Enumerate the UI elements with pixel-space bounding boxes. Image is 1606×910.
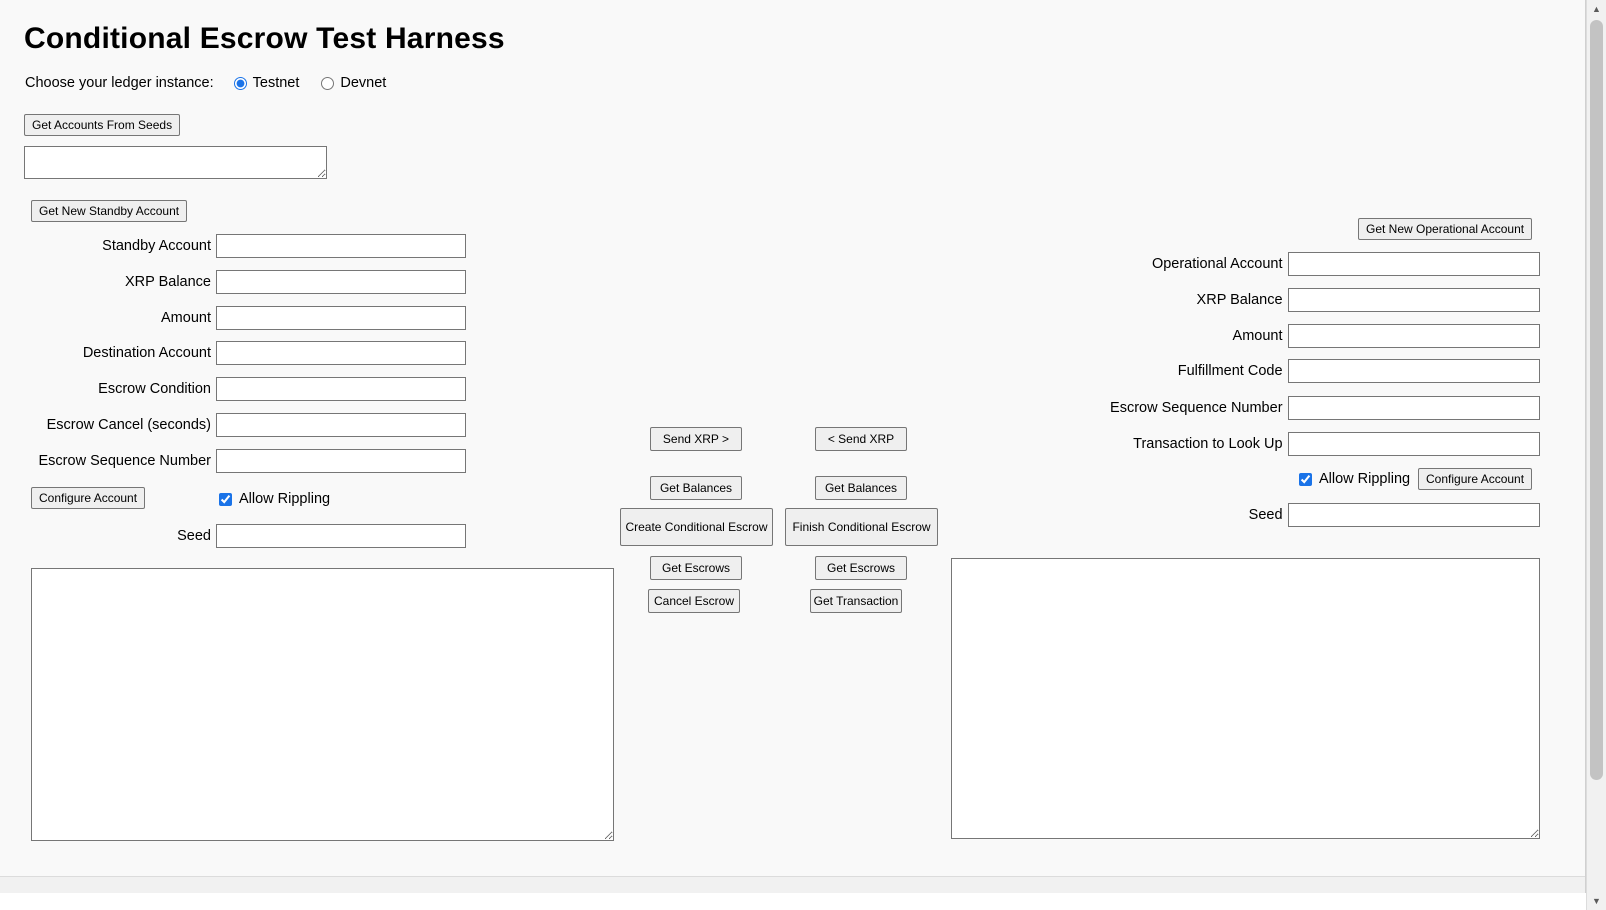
standby-escrow-sequence-number-input[interactable] [216,449,466,473]
field-label: Amount [1232,328,1283,344]
field-standby-seed [36,524,468,548]
field-operational-escrow-sequence-number [1060,396,1540,420]
operational-get-balances-button[interactable]: Get Balances [815,476,907,500]
field-operational-account [1060,252,1540,276]
standby-allow-rippling-checkbox[interactable] [219,493,232,506]
field-standby-account [36,234,468,258]
send-xrp-left-button[interactable]: < Send XRP [815,427,907,451]
field-label: Transaction to Look Up [1133,436,1283,452]
get-new-standby-account-button[interactable]: Get New Standby Account [31,200,187,222]
field-label: XRP Balance [1196,292,1283,308]
field-label: Amount [161,310,211,326]
field-label: Destination Account [82,345,211,361]
field-label: XRP Balance [125,274,211,290]
create-conditional-escrow-button[interactable]: Create Conditional Escrow [620,508,773,546]
standby-configure-account-button[interactable]: Configure Account [31,487,145,509]
standby-amount-input[interactable] [216,306,466,330]
standby-get-escrows-button[interactable]: Get Escrows [650,556,742,580]
cancel-escrow-button[interactable]: Cancel Escrow [648,589,740,613]
field-label: Operational Account [1151,256,1283,272]
radio-devnet[interactable] [321,75,386,91]
operational-configure-account-button[interactable]: Configure Account [1418,468,1532,490]
field-standby-escrow-sequence-number [36,449,468,473]
destination-account-input[interactable] [216,341,466,365]
seeds-textarea[interactable] [24,146,327,179]
transaction-to-look-up-input[interactable] [1288,432,1540,456]
field-label: Escrow Cancel (seconds) [46,417,211,433]
field-label: Escrow Sequence Number [1110,400,1283,416]
operational-account-input[interactable] [1288,252,1540,276]
finish-conditional-escrow-button[interactable]: Finish Conditional Escrow [785,508,938,546]
field-transaction-to-look-up [1060,432,1540,456]
field-label: Escrow Sequence Number [38,453,211,469]
standby-account-input[interactable] [216,234,466,258]
standby-get-balances-button[interactable]: Get Balances [650,476,742,500]
get-accounts-from-seeds-button[interactable]: Get Accounts From Seeds [24,114,180,136]
vertical-scrollbar[interactable] [1586,0,1606,910]
scroll-up-arrow-icon[interactable]: ▲ [1592,4,1601,14]
radio-testnet-label: Testnet [252,75,300,91]
field-fulfillment-code [1060,359,1540,383]
standby-result-textarea[interactable] [31,568,614,841]
fulfillment-code-input[interactable] [1288,359,1540,383]
escrow-cancel-seconds-input[interactable] [216,413,466,437]
field-label: Standby Account [102,238,211,254]
operational-xrp-balance-input[interactable] [1288,288,1540,312]
field-operational-seed [1060,503,1540,527]
radio-testnet-input[interactable] [234,77,247,90]
scrollbar-thumb[interactable] [1590,20,1603,780]
ledger-instance-chooser [25,75,408,91]
field-operational-xrp-balance [1060,288,1540,312]
field-escrow-cancel-seconds [36,413,468,437]
standby-seed-input[interactable] [216,524,466,548]
operational-allow-rippling[interactable] [1299,471,1410,487]
field-escrow-condition [36,377,468,401]
field-destination-account [36,341,468,365]
ledger-prompt-label: Choose your ledger instance: [25,75,214,91]
field-label: Seed [1248,507,1283,523]
operational-result-textarea[interactable] [951,558,1540,839]
get-new-operational-account-button[interactable]: Get New Operational Account [1358,218,1532,240]
operational-escrow-sequence-number-input[interactable] [1288,396,1540,420]
field-standby-amount [36,306,468,330]
operational-get-escrows-button[interactable]: Get Escrows [815,556,907,580]
radio-devnet-label: Devnet [340,75,387,91]
get-transaction-button[interactable]: Get Transaction [810,589,902,613]
radio-devnet-input[interactable] [321,77,334,90]
scroll-down-arrow-icon[interactable]: ▼ [1592,896,1601,906]
operational-allow-rippling-checkbox[interactable] [1299,473,1312,486]
field-label: Seed [177,528,211,544]
operational-allow-rippling-label: Allow Rippling [1319,471,1411,487]
standby-xrp-balance-input[interactable] [216,270,466,294]
horizontal-scrollbar[interactable] [0,876,1586,893]
field-operational-amount [1060,324,1540,348]
field-standby-xrp-balance [36,270,468,294]
field-label: Fulfillment Code [1177,363,1283,379]
standby-allow-rippling-label: Allow Rippling [239,491,331,507]
radio-testnet[interactable] [234,75,300,91]
send-xrp-right-button[interactable]: Send XRP > [650,427,742,451]
operational-seed-input[interactable] [1288,503,1540,527]
page-title: Conditional Escrow Test Harness [24,22,505,55]
standby-allow-rippling[interactable] [219,491,330,507]
field-label: Escrow Condition [98,381,211,397]
operational-amount-input[interactable] [1288,324,1540,348]
escrow-condition-input[interactable] [216,377,466,401]
